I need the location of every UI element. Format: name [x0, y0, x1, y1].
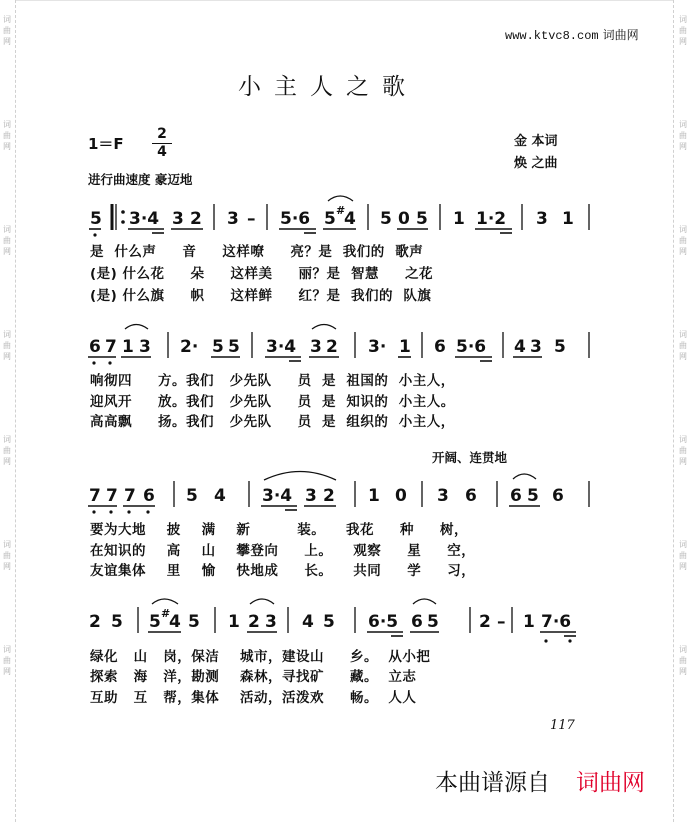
note: 5·6: [456, 337, 487, 357]
note: –: [497, 612, 506, 632]
note: 2·: [180, 337, 199, 357]
note: 1: [562, 209, 574, 229]
tempo-marking: 进行曲速度 豪迈地: [88, 172, 193, 187]
note: 6: [143, 486, 155, 506]
note: 5: [554, 337, 566, 357]
repeat-dot: [121, 210, 125, 214]
low-dot: [109, 510, 112, 513]
note: 5: [427, 612, 439, 632]
note: 2: [190, 209, 202, 229]
slur: [250, 599, 274, 604]
slur: [125, 325, 148, 330]
note: 0: [398, 209, 410, 229]
low-dot: [92, 510, 95, 513]
lyrics-3-verse-3: 友谊集体 里 愉 快地成 长。 共同 学 习，: [90, 563, 476, 579]
note: 4: [514, 337, 526, 357]
note: 3: [265, 612, 277, 632]
lyrics-2-verse-1: 响彻四 方。我们 少先队 员 是 祖国的 小主人，: [90, 373, 455, 389]
slur: [413, 599, 436, 604]
note: 5: [228, 337, 240, 357]
note: 5: [324, 209, 336, 229]
note: 5: [323, 612, 335, 632]
note: 5·6: [280, 209, 311, 229]
note: 7: [124, 486, 136, 506]
note: 1: [228, 612, 240, 632]
note: 2: [323, 486, 335, 506]
slur: [152, 599, 178, 604]
sharp: #: [336, 204, 346, 217]
note: 5: [149, 612, 161, 632]
lyrics-4-verse-1: 绿化 山 岗，保洁 城市，建设山 乡。 从小把: [90, 649, 431, 665]
right-side-watermark: 词 曲 网 词 曲 网 词 曲 网 词 曲 网 词 曲 网 词 曲 网 词 曲 网: [679, 15, 687, 676]
lyrics-1-verse-1: 是 什么声 音 这样嘹 亮？是 我们的 歌声: [90, 244, 424, 260]
note: 5: [188, 612, 200, 632]
note: 6: [510, 486, 522, 506]
lyrics-1-verse-3: (是) 什么旗 帜 这样鲜 红？是 我们的 队旗: [90, 288, 432, 304]
slur: [328, 196, 353, 201]
note: 5: [111, 612, 123, 632]
note: –: [247, 209, 256, 229]
note: 1: [453, 209, 465, 229]
note: 3: [227, 209, 239, 229]
lyricist-credit: 金 本词: [514, 134, 558, 149]
note: 3·4: [266, 337, 297, 357]
note: 7: [105, 337, 117, 357]
lyrics-3-verse-1: 要为大地 披 满 新 装。 我花 种 树，: [90, 522, 468, 538]
lyrics-4-verse-3: 互助 互 帮，集体 活动，活泼欢 畅。 人人: [90, 690, 417, 706]
note: 6·5: [368, 612, 399, 632]
slur: [264, 472, 336, 481]
note: 1: [399, 337, 411, 357]
note: 4: [344, 209, 356, 229]
note: 1·2: [476, 209, 507, 229]
note: 3·4: [262, 486, 293, 506]
note: 6: [411, 612, 423, 632]
note: 4: [169, 612, 181, 632]
low-dot: [93, 233, 96, 236]
note: 4: [214, 486, 226, 506]
note: 3: [305, 486, 317, 506]
note: 3: [530, 337, 542, 357]
note: 5: [527, 486, 539, 506]
url-site-name: 词曲网: [602, 28, 639, 42]
low-dot: [544, 639, 547, 642]
note: 3·: [368, 337, 387, 357]
note: 5: [380, 209, 392, 229]
note: 3: [310, 337, 322, 357]
note: 2: [89, 612, 101, 632]
system-2-notes: [88, 325, 589, 365]
note: 1: [523, 612, 535, 632]
note: 5: [186, 486, 198, 506]
note: 5: [212, 337, 224, 357]
note: 1: [368, 486, 380, 506]
system-1-notes: [89, 196, 589, 237]
composer-credit: 焕 之曲: [514, 156, 558, 171]
left-side-watermark: 词 曲 网 词 曲 网 词 曲 网 词 曲 网 词 曲 网 词 曲 网 词 曲 网: [3, 15, 11, 676]
note: 2: [248, 612, 260, 632]
slur: [312, 325, 336, 330]
note: 6: [465, 486, 477, 506]
note: 7·6: [541, 612, 572, 632]
expression-marking: 开阔、连贯地: [432, 450, 508, 465]
note: 3: [536, 209, 548, 229]
song-title: 小主人之歌: [238, 74, 418, 100]
low-dot: [92, 361, 95, 364]
low-dot: [146, 510, 149, 513]
url-text[interactable]: www.ktvc8.com: [505, 29, 599, 43]
note: 5: [90, 209, 102, 229]
note: 7: [106, 486, 118, 506]
meter-numerator: 2: [157, 126, 167, 142]
repeat-dot: [121, 220, 125, 224]
footer-site-link[interactable]: 词曲网: [576, 770, 645, 796]
lyrics-2-verse-2: 迎风开 放。我们 少先队 员 是 知识的 小主人。: [90, 394, 455, 410]
page-number: 117: [550, 718, 575, 733]
low-dot: [127, 510, 130, 513]
note: 2: [326, 337, 338, 357]
note: 2: [479, 612, 491, 632]
sharp: #: [161, 607, 171, 620]
note: 7: [89, 486, 101, 506]
note: 3: [172, 209, 184, 229]
lyrics-3-verse-2: 在知识的 高 山 攀登向 上。 观察 星 空，: [90, 543, 476, 559]
system-3-notes: [88, 472, 589, 514]
footer-source-text: 本曲谱源自: [435, 770, 550, 796]
key-signature: 1＝F: [88, 135, 124, 153]
low-dot: [108, 361, 111, 364]
system-4-notes: [89, 599, 576, 643]
note: 4: [302, 612, 314, 632]
lyrics-4-verse-2: 探索 海 洋，勘测 森林，寻找矿 藏。 立志: [90, 669, 417, 685]
slur: [513, 474, 536, 479]
note: 0: [395, 486, 407, 506]
low-dot: [568, 639, 571, 642]
lyrics-2-verse-3: 高高飘 扬。我们 少先队 员 是 组织的 小主人，: [90, 414, 455, 430]
note: 3·4: [129, 209, 160, 229]
meter-denominator: 4: [157, 144, 167, 160]
note: 6: [434, 337, 446, 357]
note: 6: [89, 337, 101, 357]
note: 3: [437, 486, 449, 506]
lyrics-1-verse-2: (是) 什么花 朵 这样美 丽？是 智慧 之花: [90, 266, 433, 282]
note: 3: [139, 337, 151, 357]
note: 1: [122, 337, 134, 357]
note: 6: [552, 486, 564, 506]
note: 5: [416, 209, 428, 229]
